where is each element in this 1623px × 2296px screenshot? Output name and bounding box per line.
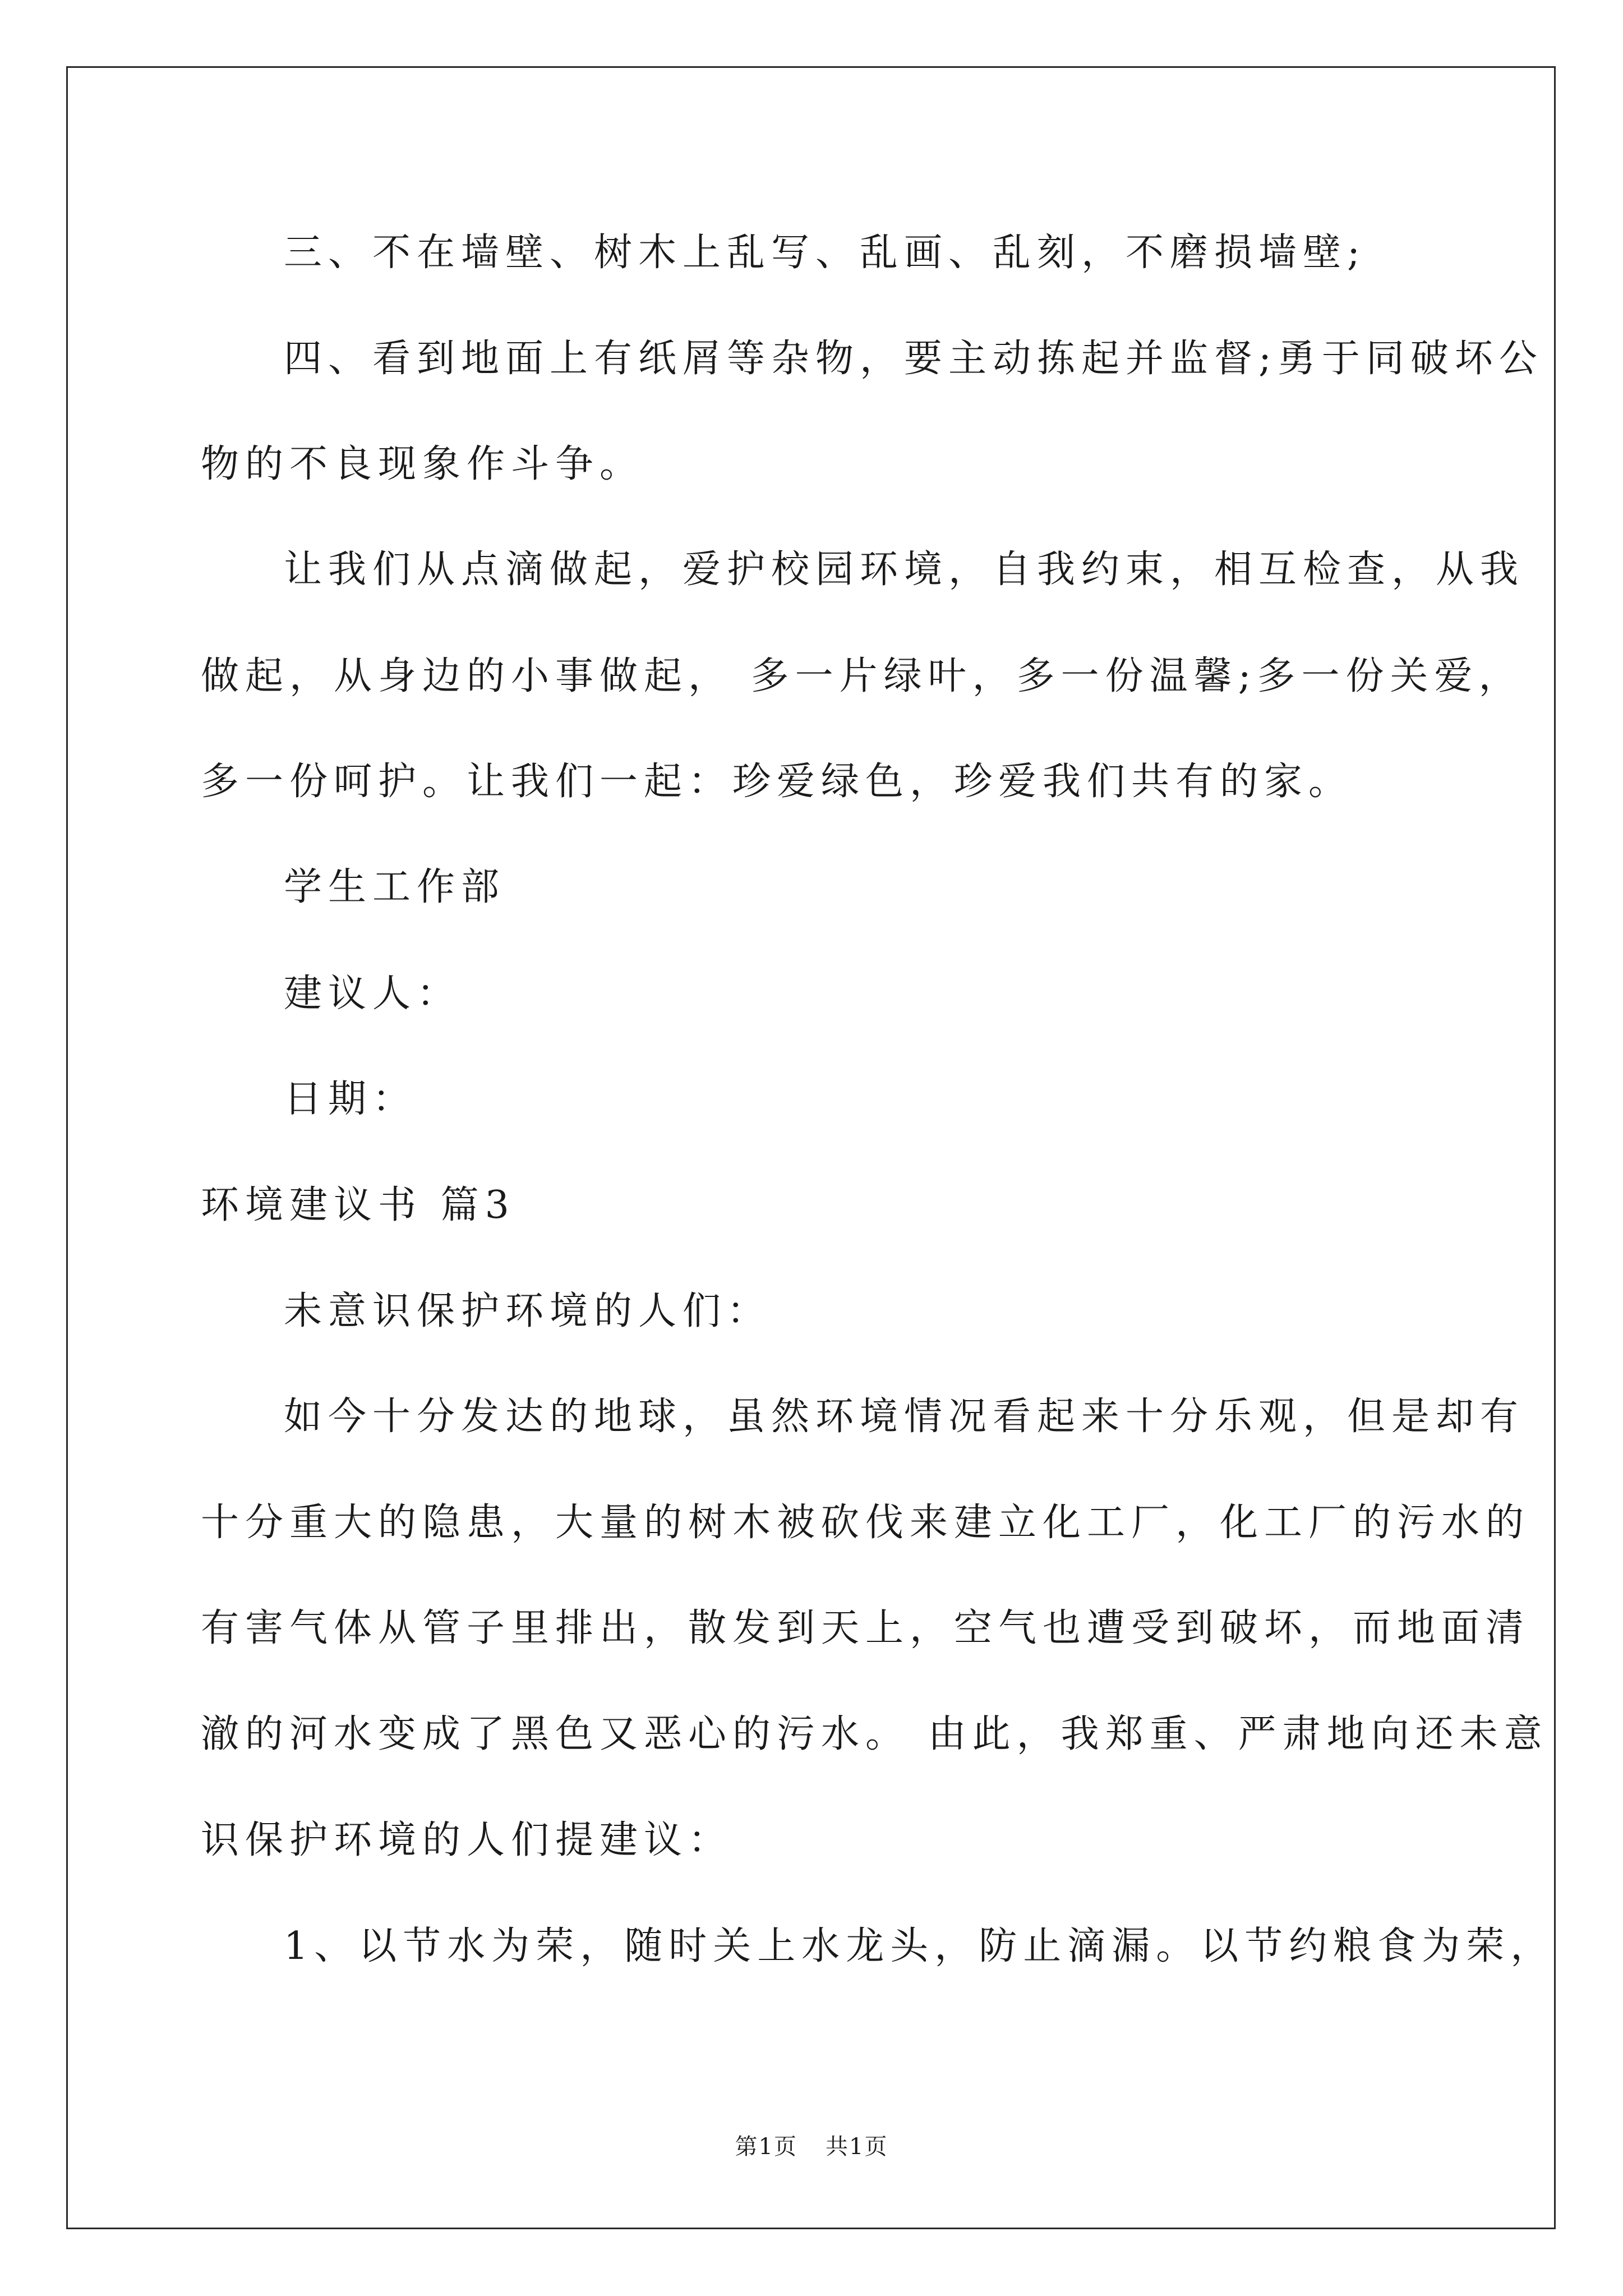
section-heading: 环境建议书 篇3 <box>201 1183 515 1227</box>
paragraph-line: 如今十分发达的地球，虽然环境情况看起来十分乐观，但是却有 <box>284 1395 1525 1439</box>
page-border <box>66 66 1556 2229</box>
page-total: 共1页 <box>826 2134 888 2160</box>
paragraph-line: 澈的河水变成了黑色又恶心的污水。 由此，我郑重、严肃地向还未意 <box>201 1712 1548 1756</box>
paragraph-line: 识保护环境的人们提建议： <box>201 1818 733 1862</box>
paragraph-line: 四、看到地面上有纸屑等杂物，要主动拣起并监督;勇于同破坏公 <box>284 337 1543 381</box>
paragraph-line: 三、不在墙壁、树木上乱写、乱画、乱刻，不磨损墙壁; <box>284 231 1366 275</box>
paragraph-line: 1、以节水为荣，随时关上水龙头，防止滴漏。以节约粮食为荣， <box>284 1924 1555 1968</box>
paragraph-line: 让我们从点滴做起，爱护校园环境，自我约束，相互检查，从我 <box>284 547 1525 592</box>
paragraph-line: 物的不良现象作斗争。 <box>201 442 644 486</box>
signature-proposer: 建议人： <box>284 972 462 1016</box>
salutation: 未意识保护环境的人们： <box>284 1289 772 1333</box>
paragraph-line: 十分重大的隐患，大量的树木被砍伐来建立化工厂，化工厂的污水的 <box>201 1501 1530 1545</box>
signature-department: 学生工作部 <box>284 865 506 909</box>
page-footer <box>0 2129 1623 2161</box>
paragraph-line: 有害气体从管子里排出，散发到天上，空气也遭受到破坏，而地面清 <box>201 1606 1530 1650</box>
signature-date: 日期： <box>284 1077 417 1121</box>
paragraph-line: 多一份呵护。让我们一起：珍爱绿色，珍爱我们共有的家。 <box>201 760 1353 804</box>
paragraph-line: 做起，从身边的小事做起， 多一片绿叶，多一份温馨;多一份关爱， <box>201 654 1523 698</box>
page-number: 第1页 <box>735 2134 797 2160</box>
